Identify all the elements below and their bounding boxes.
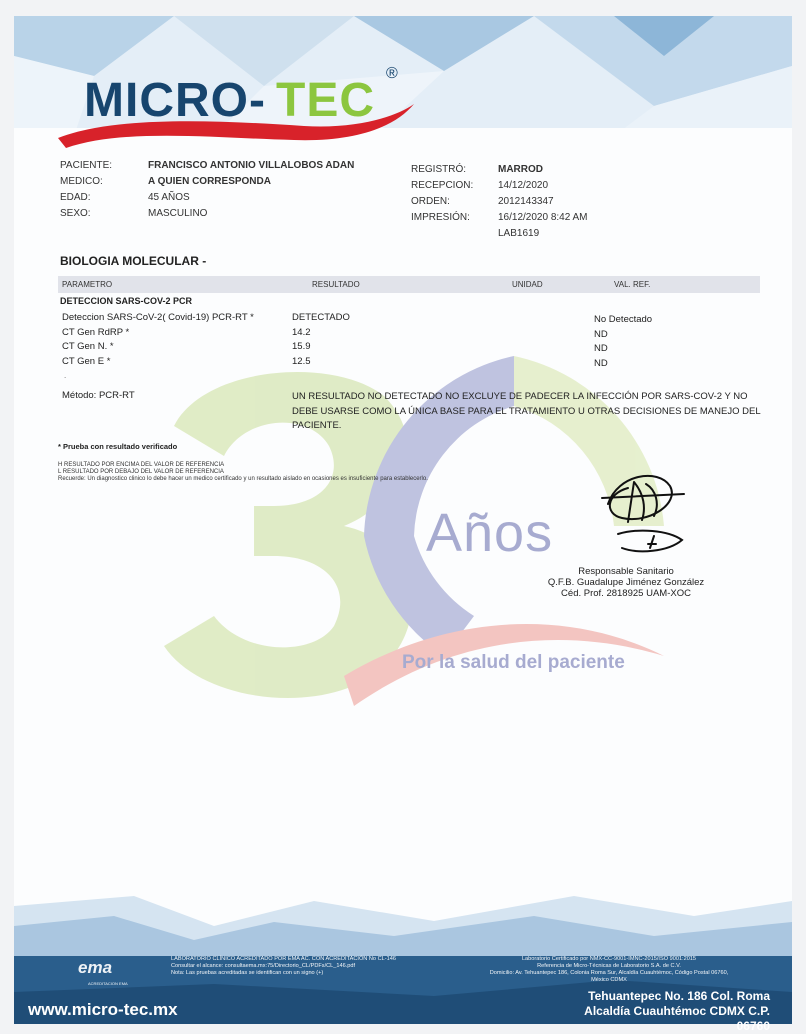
- row-param: Deteccion SARS-CoV-2( Covid-19) PCR-RT *: [62, 312, 254, 323]
- website-link[interactable]: www.micro-tec.mx: [28, 1000, 178, 1019]
- header-unit: UNIDAD: [512, 280, 543, 289]
- registry-label: REGISTRÓ:: [411, 164, 467, 175]
- signer-license: Céd. Prof. 2818925 UAM-XOC: [561, 588, 691, 599]
- order-label: ORDEN:: [411, 196, 450, 207]
- reference-legend: [58, 462, 498, 483]
- accred-right-line: Laboratorio Certificado por NMX-CC-9001-IMNC-2015/ISO 9001:2015: [521, 956, 697, 962]
- micro-tec-logo: [54, 56, 414, 156]
- header-result: RESULTADO: [312, 280, 360, 289]
- header-ref: VAL. REF.: [614, 280, 651, 289]
- order-number: 2012143347: [498, 196, 554, 207]
- patient-sex: MASCULINO: [148, 208, 208, 219]
- patient-name-label: PACIENTE:: [60, 160, 113, 171]
- accreditation-right: [484, 956, 734, 984]
- accred-left-line: LABORATORIO CLÍNICO ACREDITADO POR EMA AC. CON ACREDITACIÓN No CL-146: [171, 956, 396, 962]
- signature-image: [598, 464, 688, 560]
- row-ref: No Detectado: [594, 314, 653, 325]
- watermark-slogan: Por la salud del paciente: [402, 652, 625, 673]
- print-label: IMPRESIÓN:: [411, 212, 470, 223]
- age-label: EDAD:: [60, 192, 91, 203]
- registry-value: MARROD: [498, 164, 543, 175]
- results-table-header: [58, 276, 760, 293]
- patient-age: 45 AÑOS: [148, 192, 190, 203]
- lab-address: [554, 989, 770, 1034]
- verified-footnote: * Prueba con resultado verificado: [58, 442, 178, 451]
- section-title: BIOLOGIA MOLECULAR -: [60, 254, 207, 268]
- patient-name: FRANCISCO ANTONIO VILLALOBOS ADAN: [148, 160, 355, 171]
- row-ref: ND: [594, 357, 608, 369]
- record-labels: [411, 162, 473, 226]
- accred-right-line: Domicilio: Av. Tehuantepec 186, Colonia Roma Sur, Alcaldía Cuauhtémoc, Código Postal 06760, México CDMX: [489, 970, 729, 983]
- test-group-title: DETECCION SARS-COV-2 PCR: [60, 296, 193, 306]
- lab-code: LAB1619: [498, 228, 540, 239]
- method-note: UN RESULTADO NO DETECTADO NO EXCLUYE DE PADECER LA INFECCIÓN POR SARS-COV-2 Y NO DEBE USARSE COMO LA ÚNICA BASE PARA EL TRATAMIENTO U OTRAS DECISIONES DE MANEJO DEL PACIENTE.: [292, 391, 761, 431]
- print-datetime: 16/12/2020 8:42 AM: [498, 212, 588, 223]
- header-param: PARAMETRO: [62, 280, 113, 289]
- address-line: Alcaldía Cuauhtémoc CDMX C.P. 06760: [584, 1004, 770, 1033]
- ema-logo: ema: [78, 958, 113, 977]
- row-result: 12.5: [292, 355, 311, 367]
- svg-text:MICRO-: MICRO-: [84, 74, 266, 127]
- row-param: CT Gen N. *: [62, 341, 114, 352]
- legend-remember: Recuerde: Un diagnostico clinico lo debe hacer un medico certificado y un resultado aislado en ocasiones es insuficiente para establecerlo.: [58, 476, 428, 482]
- signer-name: Q.F.B. Guadalupe Jiménez González: [547, 577, 705, 588]
- legend-low: L RESULTADO POR DEBAJO DEL VALOR DE REFERENCIA: [58, 469, 224, 475]
- address-line: Tehuantepec No. 186 Col. Roma: [588, 989, 770, 1003]
- reception-date: 14/12/2020: [498, 180, 549, 191]
- row-ref: ND: [594, 343, 608, 354]
- signer-block: [510, 566, 742, 599]
- row-result: DETECTADO: [292, 312, 350, 323]
- doctor-name: A QUIEN CORRESPONDA: [148, 176, 271, 187]
- reception-label: RECEPCION:: [411, 180, 474, 191]
- row-result: 15.9: [292, 341, 311, 352]
- accreditation-left: [171, 956, 471, 977]
- watermark-anos: Años: [426, 503, 554, 563]
- record-values: [498, 162, 588, 242]
- accred-right-line: Referencia de Micro-Técnicas de Laboratorio S.A. de C.V.: [537, 963, 681, 969]
- patient-values: [148, 158, 354, 222]
- ema-sub: ACREDITACION EMA: [88, 981, 128, 986]
- patient-labels: [60, 158, 112, 222]
- row-ref: ND: [594, 328, 608, 340]
- method-label: Método: PCR-RT: [62, 390, 135, 401]
- sex-label: SEXO:: [60, 208, 91, 219]
- row-param: CT Gen E *: [62, 355, 111, 367]
- accred-left-line: Nota: Las pruebas acreditadas se identifican con un signo (+): [171, 970, 324, 976]
- doctor-label: MEDICO:: [60, 176, 103, 187]
- signer-role: Responsable Sanitario: [578, 566, 674, 577]
- row-param: CT Gen RdRP *: [62, 326, 130, 338]
- svg-text:®: ®: [386, 65, 398, 82]
- svg-text:TEC: TEC: [276, 74, 375, 127]
- report-sheet: [14, 16, 792, 1033]
- row-bullet: .: [64, 371, 67, 380]
- legend-high: H RESULTADO POR ENCIMA DEL VALOR DE REFERENCIA: [58, 462, 225, 468]
- row-result: 14.2: [292, 326, 311, 338]
- accred-left-line: Consultar el alcance: consultaema.mx:75/Directorio_CL/PDFs/CL_146.pdf: [171, 963, 356, 969]
